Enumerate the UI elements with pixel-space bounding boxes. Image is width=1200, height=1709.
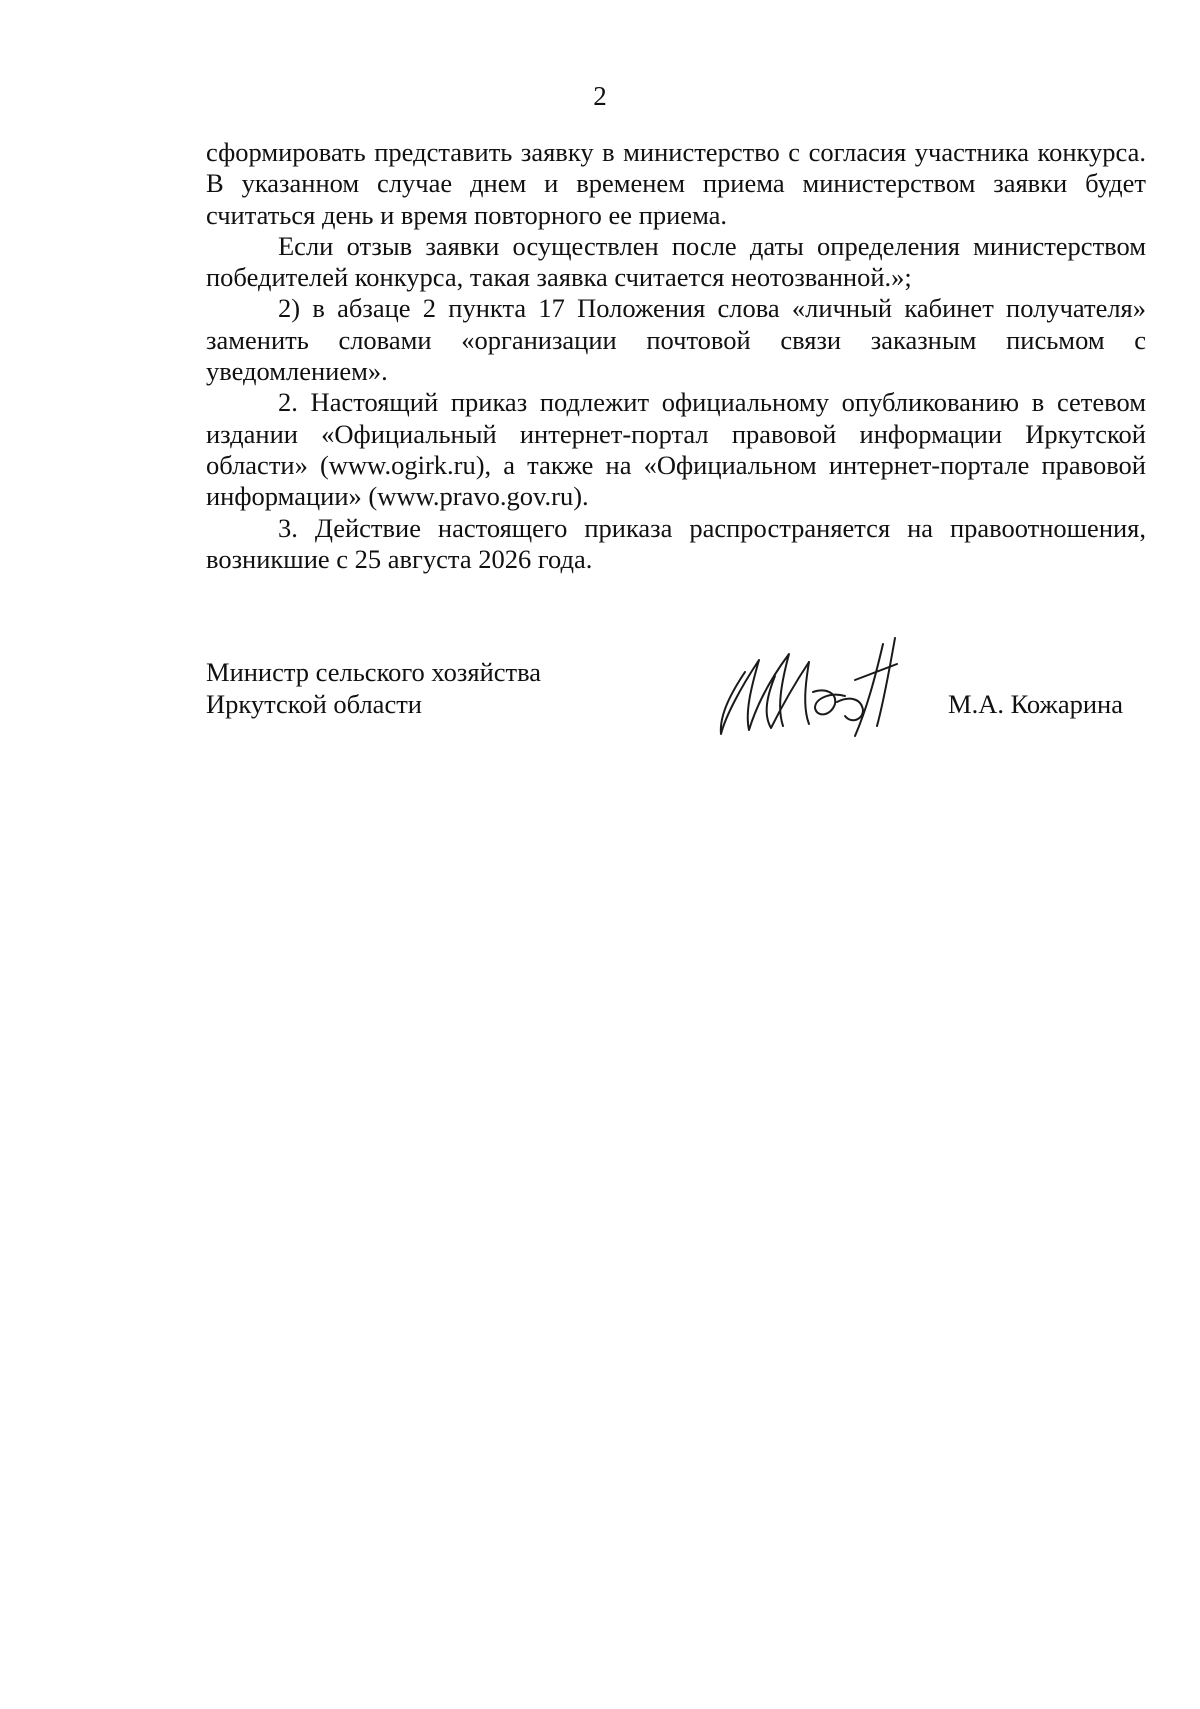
document-body [206, 137, 1146, 575]
signatory-title [206, 656, 541, 720]
handwritten-signature [705, 632, 920, 742]
signatory-title-line2: Иркутской области [206, 689, 422, 719]
paragraph-effective-date: 3. Действие настоящего приказа распространяется на правоотношения, возникшие с 25 августа 2026 года. [206, 512, 1146, 574]
paragraph-amendment-2: 2) в абзаце 2 пункта 17 Положения слова «личный кабинет получателя» заменить словами «организации почтовой связи заказным письмом с уведомлением». [206, 293, 1146, 387]
signatory-title-line1: Министр сельского хозяйства [206, 657, 542, 687]
signatory-name: М.А. Кожарина [948, 689, 1123, 719]
paragraph-continuation: сформировать представить заявку в министерство с согласия участника конкурса. В указанном случае днем и временем приема министерством заявки будет считаться день и время повторного ее приема. [206, 137, 1146, 230]
page-number: 2 [593, 81, 607, 111]
paragraph-publication: 2. Настоящий приказ подлежит официальному опубликованию в сетевом издании «Официальный интернет-портал правовой информации Иркутской области» (www.ogirk.ru), а также на «Официальном интернет-портале правовой информации» (www.pravo.gov.ru). [206, 387, 1146, 512]
paragraph-withdrawal-note: Если отзыв заявки осуществлен после даты определения министерством победителей конкурса, такая заявка считается неотозванной.»; [206, 230, 1146, 293]
